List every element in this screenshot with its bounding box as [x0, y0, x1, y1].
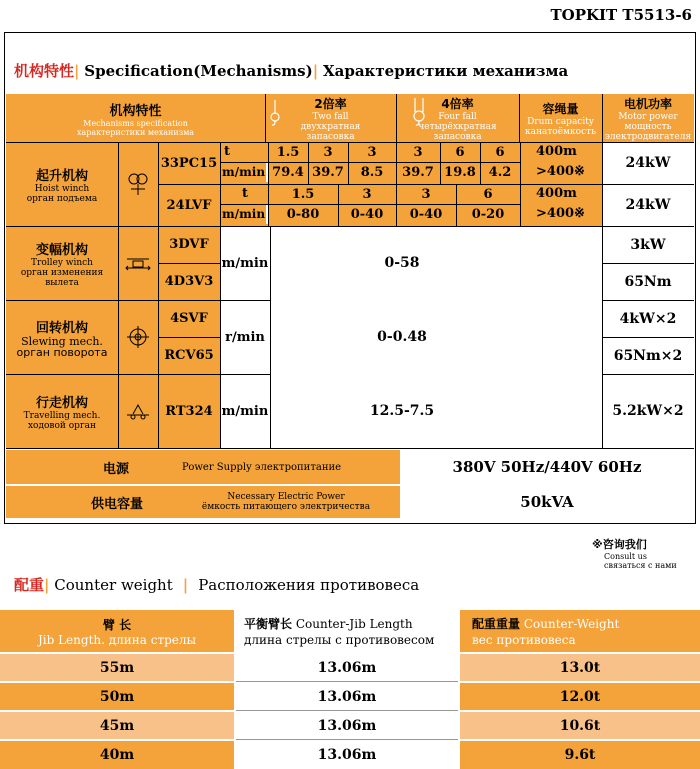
- hoist-r2-drum-2: >400※: [536, 206, 585, 221]
- cw-row-jib: 45m: [0, 712, 234, 739]
- hoist-winch-icon: [118, 142, 158, 226]
- trolley-ru1: орган изменения: [20, 267, 104, 278]
- header-drum-en: Drum capacity: [527, 116, 594, 127]
- mech-heading-en: Specification(Mechanisms): [84, 62, 313, 80]
- grid-line: [396, 142, 397, 226]
- header-two-fall-ru1: двухкратная: [300, 121, 361, 132]
- cw-header-jib: [0, 610, 234, 652]
- header-drum: [519, 94, 602, 142]
- grid-line: [6, 448, 694, 449]
- grid-line: [396, 94, 397, 142]
- cw-row-cj: 13.06m: [236, 712, 458, 739]
- cw-row-cj: 13.06m: [236, 654, 458, 681]
- trolley-en: Trolley winch: [31, 257, 93, 268]
- consult-en: Consult us: [604, 552, 647, 561]
- hoist-r2-t-label: t: [242, 186, 249, 201]
- header-four-fall-ru1: четырёхкратная: [418, 121, 497, 132]
- header-drum-ru: канатоёмкость: [524, 126, 597, 137]
- hoist-model-2: 24LVF: [166, 197, 212, 213]
- electric-power-ru: ёмкость питающего электричества: [201, 502, 371, 512]
- hoist-ru: орган подъема: [26, 193, 98, 204]
- cw-heading: 配重| Counter weight | Расположения противовеса: [14, 576, 420, 594]
- grid-line: [602, 94, 603, 448]
- header-mech: [6, 94, 265, 142]
- power-supply-cn: 电源: [102, 461, 129, 477]
- grid-line: [118, 142, 119, 448]
- header-four-fall-cn: 4倍率: [441, 96, 474, 111]
- grid-line: [348, 142, 349, 184]
- cw-row-w: 10.6t: [460, 712, 700, 739]
- cw-row-w: 12.0t: [460, 683, 700, 710]
- hoist-r1-drum-1: 400m: [536, 144, 577, 159]
- header-two-fall-cn: 2倍率: [314, 96, 347, 111]
- hoist-r2-t-1: 1.5: [291, 186, 315, 202]
- cw-row-w: 9.6t: [460, 741, 700, 769]
- hoist-model-1: 33PC15: [160, 155, 218, 171]
- trolley-icon: [118, 226, 158, 300]
- travel-ru: ходовой орган: [27, 420, 97, 431]
- trolley-ru2: вылета: [45, 277, 79, 288]
- trolley-unit: m/min: [221, 255, 269, 271]
- grid-line: [519, 94, 520, 142]
- slewing-motor-1: 4kW×2: [619, 310, 677, 327]
- mech-table: [6, 94, 694, 518]
- mech-heading-cn: 机构特性: [14, 62, 75, 80]
- cw-heading-cn: 配重: [14, 576, 45, 594]
- cw-header-w-en: Counter-Weight: [523, 617, 620, 631]
- cw-table: [0, 610, 700, 769]
- cw-header-w-ru: вес противовеса: [472, 633, 576, 647]
- travel-en: Travelling mech.: [23, 410, 101, 421]
- cw-heading-ru: Расположения противовеса: [198, 576, 420, 594]
- hook-four-icon: [408, 98, 430, 128]
- hoist-r1-v-3: 8.5: [348, 162, 396, 182]
- grid-line: [268, 142, 269, 226]
- slewing-en: Slewing mech.: [21, 334, 103, 348]
- cw-row-jib: 50m: [0, 683, 234, 710]
- consult-note: [592, 536, 677, 570]
- slewing-cn: 回转机构: [35, 320, 88, 336]
- grid-line: [480, 142, 481, 184]
- grid-line: [456, 184, 457, 226]
- grid-line: [220, 204, 520, 205]
- cw-header-counter-jib: [236, 610, 458, 652]
- hook-two-icon: [269, 100, 281, 128]
- hoist-r2-drum-1: 400m: [536, 186, 577, 201]
- power-supply-value: 380V 50Hz/440V 60Hz: [452, 458, 642, 476]
- hoist-r1-t-4: 3: [413, 144, 423, 160]
- grid-line: [602, 300, 694, 301]
- cw-heading-en: Counter weight: [54, 576, 173, 594]
- mech-heading: 机构特性| Specification(Mechanisms)| Характеристики механизма: [14, 62, 569, 80]
- hoist-r1-v-5: 19.8: [440, 162, 480, 182]
- power-supply-en: Power Supply: [182, 462, 252, 473]
- travel-label: [6, 374, 118, 448]
- grid-line: [158, 263, 220, 264]
- cw-row-cj: 13.06m: [236, 741, 458, 769]
- grid-line: [6, 300, 270, 301]
- grid-line: [236, 710, 458, 711]
- hoist-r2-v-4: 0-20: [456, 204, 520, 224]
- header-motor-ru1: мощность: [624, 121, 672, 132]
- hoist-r1-t-3: 3: [367, 144, 377, 160]
- header-motor-ru2: электродвигателя: [604, 131, 692, 142]
- hoist-r1-v-label: m/min: [222, 165, 266, 179]
- header-drum-cn: 容绳量: [542, 101, 579, 116]
- header-four-fall-en: Four fall: [438, 111, 477, 122]
- trolley-motor-2: 65Nm: [624, 273, 672, 290]
- hoist-r1-v-1: 79.4: [268, 162, 308, 182]
- power-supply-ru: электропитание: [254, 462, 342, 473]
- hoist-label: [6, 142, 118, 226]
- hoist-r1-t-1: 1.5: [276, 144, 300, 160]
- cw-row-jib: 40m: [0, 741, 234, 769]
- hoist-r1-t-label: t: [224, 144, 231, 159]
- trolley-value: 0-58: [384, 255, 420, 271]
- hoist-r1-t-5: 6: [455, 144, 465, 160]
- cw-header-cj-cn: 平衡臂长: [244, 617, 293, 631]
- hoist-en: Hoist winch: [34, 183, 90, 194]
- grid-line: [220, 142, 221, 448]
- grid-line: [158, 337, 220, 338]
- grid-line: [338, 184, 339, 226]
- hoist-r1-t-6: 6: [495, 144, 505, 160]
- cw-header-jib-cn: 臂 长: [102, 617, 132, 632]
- electric-power-en-ru: [172, 486, 400, 518]
- cw-row-cj: 13.06m: [236, 683, 458, 710]
- trolley-cn: 变幅机构: [35, 242, 88, 258]
- hoist-r2-t-4: 6: [483, 186, 493, 202]
- header-mech-ru: характеристики механизма: [76, 127, 195, 137]
- slewing-model-2: RCV65: [164, 348, 214, 363]
- cw-row-jib: 55m: [0, 654, 234, 681]
- consult-cn: ※咨询我们: [592, 538, 647, 551]
- hoist-r2-t-3: 3: [421, 186, 431, 202]
- travel-unit: m/min: [221, 403, 269, 419]
- travel-value: 12.5-7.5: [369, 403, 435, 419]
- trolley-model-2: 4D3V3: [164, 274, 214, 289]
- grid-line: [6, 142, 694, 143]
- cw-header-w-cn: 配重重量: [472, 617, 521, 631]
- hoist-r1-drum-2: >400※: [536, 164, 585, 179]
- header-mech-cn: 机构特性: [109, 103, 162, 119]
- hoist-r1-motor: 24kW: [625, 155, 671, 171]
- hoist-r1-t-2: 3: [323, 144, 333, 160]
- hoist-r2-v-3: 0-40: [396, 204, 456, 224]
- hoist-r2-v-1: 0-80: [268, 204, 338, 224]
- mech-heading-ru: Характеристики механизма: [322, 62, 569, 80]
- grid-line: [220, 184, 694, 185]
- header-two-fall-ru2: запасовка: [306, 131, 355, 142]
- consult-ru: связаться с нами: [604, 561, 677, 570]
- header-mech-en: Mechanisms specification: [83, 118, 188, 128]
- header-two-fall: [265, 94, 396, 142]
- slewing-motor-2: 65Nm×2: [613, 347, 683, 364]
- grid-line: [236, 739, 458, 740]
- power-supply-en-ru: [182, 462, 341, 473]
- electric-power-cn: 供电容量: [90, 496, 143, 512]
- slewing-value: 0-0.48: [377, 329, 427, 345]
- trolley-motor-1: 3kW: [630, 236, 666, 253]
- hoist-r2-t-2: 3: [362, 186, 372, 202]
- model-title: TOPKIT T5513-6: [550, 6, 692, 24]
- hoist-r2-v-label: m/min: [222, 207, 266, 221]
- electric-power-value: 50kVA: [520, 493, 574, 511]
- travel-icon: [118, 374, 158, 448]
- grid-line: [6, 226, 602, 227]
- grid-line: [158, 184, 220, 185]
- travel-cn: 行走机构: [35, 395, 88, 411]
- cw-header-cj-en: Counter-Jib Length: [295, 617, 413, 631]
- grid-line: [270, 226, 271, 448]
- hoist-r2-motor: 24kW: [625, 197, 671, 213]
- hoist-cn: 起升机构: [35, 168, 88, 184]
- header-four-fall-ru2: запасовка: [433, 131, 482, 142]
- hoist-r1-v-6: 4.2: [480, 162, 520, 182]
- slewing-model-1: 4SVF: [170, 311, 208, 326]
- grid-line: [602, 263, 694, 264]
- cw-header-jib-en: Jib Length. длина стрелы: [37, 632, 197, 647]
- header-two-fall-en: Two fall: [312, 111, 349, 122]
- cw-header-weight: [460, 610, 700, 652]
- grid-line: [602, 337, 694, 338]
- grid-line: [602, 374, 694, 375]
- header-motor-cn: 电机功率: [623, 96, 672, 111]
- travel-model: RT324: [165, 403, 213, 419]
- slewing-ru: орган поворота: [16, 345, 108, 359]
- grid-line: [6, 374, 270, 375]
- electric-power-en: Necessary Electric Power: [227, 492, 345, 502]
- trolley-model-1: 3DVF: [169, 237, 209, 252]
- hoist-r1-v-2: 39.7: [308, 162, 348, 182]
- grid-line: [236, 681, 458, 682]
- slewing-icon: [118, 300, 158, 374]
- grid-line: [220, 162, 520, 163]
- grid-line: [520, 142, 521, 226]
- travel-motor: 5.2kW×2: [612, 403, 684, 419]
- grid-line: [602, 226, 694, 227]
- header-motor-en: Motor power: [618, 111, 678, 122]
- trolley-label: [6, 226, 118, 300]
- header-motor: [602, 94, 694, 142]
- slewing-unit: r/min: [225, 329, 265, 345]
- hoist-r1-v-4: 39.7: [396, 162, 440, 182]
- grid-line: [158, 142, 159, 448]
- grid-line: [308, 142, 309, 184]
- cw-header-cj-ru: длина стрелы с противовесом: [244, 633, 435, 647]
- grid-line: [265, 94, 266, 142]
- grid-line: [440, 142, 441, 184]
- cw-row-w: 13.0t: [460, 654, 700, 681]
- slewing-label: [6, 300, 118, 374]
- hoist-r2-v-2: 0-40: [338, 204, 396, 224]
